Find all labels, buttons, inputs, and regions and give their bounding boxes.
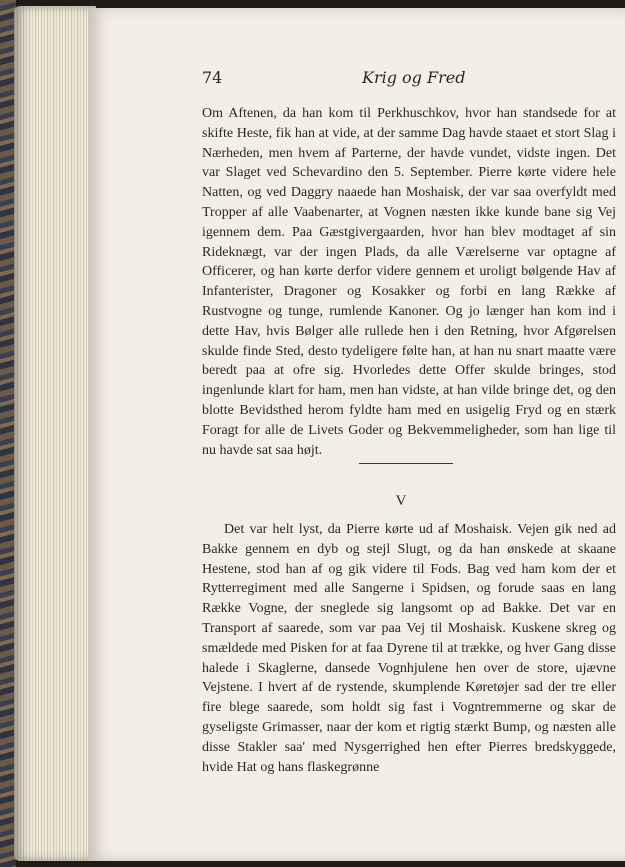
page-edges — [14, 6, 96, 861]
page-number: 74 — [202, 68, 223, 87]
book-page — [88, 8, 625, 861]
paragraph-1 — [202, 104, 616, 460]
chapter-heading: V — [395, 493, 407, 509]
paragraph-2 — [202, 520, 616, 777]
paragraph-2-text: Det var helt lyst, da Pierre kørte ud af Moshaisk. Vejen gik ned ad Bakke gennem en dyb og stejl Slugt, og da han ønskede at skaane Hestene, stod han af og gik videre til Fods. Bag ved ham kom der et Rytterregiment med alle Sangerne i Spidsen, og forude saas en lang Række Vogne, der sneglede sig langsomt op ad Bakke. Det var en Transport af saarede, som var paa Vej til Moshaisk. Kuskene skreg og smældede med Pisken for at faa Dyrene til at trække, og hver Gang disse halede i Skaglerne, dansede Vognhjulene hen over de store, ujævne Vejstene. I hvert af de rystende, skumplende Køretøjer sad der tre eller fire blege saarede, som holdt sig fast i Vogntremmerne og skar de gyseligste Grimasser, naar der kom et rigtig stærkt Bump, og næsten alle disse Stakler saa' med Nysgerrighed hen efter Pierres bredskyggede, hvide Hat og hans flaskegrønne — [202, 522, 616, 775]
section-divider — [359, 463, 453, 464]
running-title: Krig og Fred — [362, 68, 466, 87]
paragraph-1-text: Om Aftenen, da han kom til Perkhuschkov, hvor han standsede for at skifte Heste, fik han at vide, at der samme Dag havde staaet et stort Slag i Nærheden, men hvem af Parterne, der havde vundet, vidste ingen. Det var Slaget ved Schevardino den 5. September. Pierre kørte videre hele Natten, og ved Daggry naaede han Moshaisk, der var saa overfyldt med Tropper af alle Vaabenarter, at Vognen næsten ikke kunde bane sig Vej igennem dem. Paa Gæstgivergaarden, hvor han blev modtaget af sin Rideknægt, var der ingen Plads, da alle Værelserne var optagne af Officerer, og han kørte derfor videre gennem et uroligt bølgende Hav af Infanterister, Dragoner og Kosakker og forbi en lang Række af Rustvogne og tunge, rumlende Kanoner. Og jo længer han kom ind i dette Hav, hvis Bølger alle rullede hen i den Retning, hvor Afgørelsen skulde finde Sted, desto tydeligere følte han, at han nu snart maatte være beredt paa at ofre sig. Hvorledes dette Offer skulde bringes, stod ingenlunde klart for ham, men han vidste, at han vilde bringe det, og den blotte Bevidsthed herom fyldte ham med en usigelig Fryd og en stærk Foragt for alle de Livets Goder og Bekvemmeligheder, som han lige til nu havde sat saa højt. — [202, 106, 616, 458]
